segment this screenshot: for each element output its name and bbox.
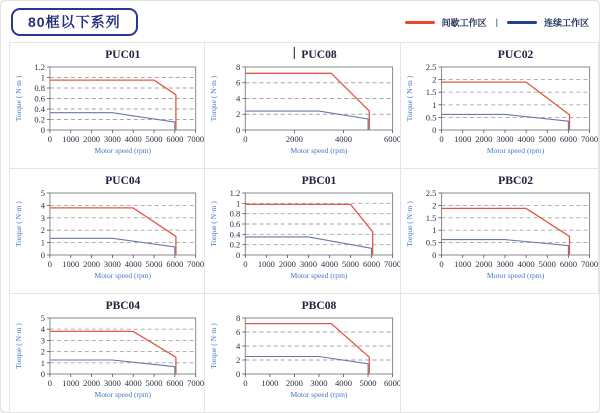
x-tick-label: 0	[47, 377, 53, 389]
y-tick-label: 5	[40, 312, 45, 324]
y-axis-label: Torque ( N·m )	[208, 75, 218, 122]
x-tick-label: 0	[47, 258, 53, 270]
x-tick-label: 2000	[83, 258, 101, 270]
x-tick-label: 3000	[310, 378, 328, 388]
y-tick-label: 0.6	[34, 93, 45, 104]
y-tick-label: 8	[235, 313, 240, 323]
x-tick-label: 7000	[187, 133, 204, 145]
x-tick-label: 5000	[341, 259, 359, 269]
series-continuous-line	[442, 240, 569, 255]
y-tick-label: 1.2	[229, 188, 240, 198]
y-tick-label: 0.8	[229, 208, 240, 219]
x-tick-label: 5000	[145, 377, 163, 389]
y-tick-label: 0.2	[34, 114, 45, 125]
x-tick-label: 7000	[187, 377, 204, 389]
y-axis-label: Torque ( N·m )	[208, 201, 218, 247]
chart-PBC01	[205, 169, 401, 293]
x-tick-label: 6000	[166, 133, 184, 145]
chart-cell-PBC04	[10, 294, 205, 413]
chart-title: PBC01	[301, 175, 336, 187]
charts-grid	[9, 42, 599, 413]
series-intermittent-line	[442, 208, 570, 255]
y-tick-label: 2.5	[426, 188, 437, 198]
y-tick-label: 0	[432, 250, 437, 260]
x-tick-label: 0	[242, 259, 248, 269]
x-axis-label: Motor speed (rpm)	[290, 146, 348, 155]
y-tick-label: 1	[40, 237, 45, 248]
series-continuous-line	[50, 238, 175, 255]
x-tick-label: 7000	[383, 259, 401, 269]
chart-PUC08	[205, 43, 401, 168]
x-tick-label: 3000	[103, 258, 121, 270]
y-tick-label: 1	[432, 225, 437, 236]
series-continuous-line	[50, 360, 175, 374]
y-tick-label: 5	[40, 187, 45, 199]
y-tick-label: 0.8	[34, 82, 45, 94]
x-tick-label: 2000	[285, 134, 303, 144]
y-tick-label: 0.5	[426, 237, 437, 248]
x-tick-label: 1000	[62, 133, 80, 145]
y-tick-label: 0	[40, 124, 45, 136]
chart-PUC02	[401, 43, 598, 168]
x-tick-label: 1000	[257, 259, 275, 269]
y-tick-label: 2	[235, 355, 240, 365]
chart-title: PBC08	[301, 300, 336, 312]
y-tick-label: 2.5	[426, 62, 437, 72]
y-tick-label: 2	[40, 346, 45, 357]
x-tick-label: 4000	[320, 259, 338, 269]
series-continuous-line	[245, 111, 368, 130]
y-tick-label: 0	[235, 369, 240, 379]
x-tick-label: 3000	[103, 377, 121, 389]
series-intermittent-line	[245, 73, 369, 130]
chart-PBC08	[205, 294, 401, 412]
y-tick-label: 6	[235, 327, 240, 337]
legend-label-continuous: 连续工作区	[543, 17, 589, 28]
x-axis-label: Motor speed (rpm)	[94, 389, 152, 400]
x-tick-label: 3000	[299, 259, 317, 269]
y-axis-label: Torque ( N·m )	[13, 201, 23, 247]
x-tick-label: 6000	[166, 377, 184, 389]
chart-title: PBC02	[498, 174, 534, 187]
chart-title: PUC04	[105, 174, 141, 188]
x-tick-label: 6000	[166, 258, 184, 270]
x-tick-label: 5000	[538, 134, 557, 144]
chart-PBC04	[10, 294, 204, 412]
chart-cell-PBC08	[204, 294, 401, 413]
y-tick-label: 0.6	[229, 219, 240, 229]
x-tick-label: 4000	[517, 134, 536, 144]
y-tick-label: 3	[40, 212, 45, 223]
series-intermittent-line	[245, 204, 372, 255]
y-tick-label: 0	[40, 368, 45, 380]
y-axis-label: Torque ( N·m )	[208, 323, 218, 369]
x-tick-label: 4000	[124, 377, 142, 389]
y-tick-label: 8	[235, 62, 240, 72]
x-tick-label: 2000	[83, 377, 101, 389]
chart-title: PUC01	[105, 48, 141, 62]
series-intermittent-line	[442, 82, 570, 130]
y-tick-label: 2	[40, 225, 45, 236]
y-axis-label: Torque ( N·m )	[405, 201, 415, 247]
x-tick-label: 5000	[145, 133, 163, 145]
series-intermittent-line	[245, 324, 369, 374]
x-tick-label: 4000	[124, 133, 142, 145]
x-tick-label: 6000	[560, 259, 578, 269]
y-tick-label: 3	[40, 335, 45, 346]
y-tick-label: 0	[235, 250, 240, 260]
x-tick-label: 0	[439, 259, 445, 269]
legend-label-intermittent: 间歇工作区	[441, 17, 487, 28]
chart-cell-PUC08	[204, 43, 401, 169]
y-tick-label: 0.4	[34, 103, 45, 115]
x-tick-label: 5000	[359, 378, 377, 388]
y-tick-label: 0.2	[229, 239, 240, 250]
y-tick-label: 2	[235, 109, 240, 120]
chart-PUC01	[10, 43, 204, 168]
x-tick-label: 1000	[62, 258, 80, 270]
y-tick-label: 0	[432, 125, 437, 135]
x-tick-label: 0	[439, 134, 445, 144]
y-tick-label: 4	[235, 341, 240, 351]
plot-area	[50, 318, 196, 374]
y-tick-label: 6	[235, 77, 240, 88]
chart-cell-PUC01	[10, 43, 205, 169]
chart-title: PBC04	[105, 299, 140, 313]
x-tick-label: 6000	[383, 134, 401, 144]
x-tick-label: 6000	[383, 378, 401, 388]
series-title-badge: 80框以下系列	[11, 8, 138, 36]
intermittent-zone-line-swatch	[405, 21, 435, 24]
chart-cell-PBC02	[401, 169, 599, 294]
y-tick-label: 1	[40, 72, 45, 83]
x-tick-label: 4000	[334, 134, 352, 144]
chart-PBC02	[401, 169, 598, 293]
y-tick-label: 2	[432, 200, 437, 211]
x-tick-label: 4000	[517, 259, 536, 269]
x-tick-label: 1000	[260, 378, 279, 388]
series-continuous-line	[442, 114, 569, 130]
x-tick-label: 6000	[362, 259, 380, 269]
chart-title: PUC02	[498, 48, 534, 61]
x-tick-label: 5000	[538, 259, 557, 269]
y-axis-label: Torque ( N·m )	[13, 323, 23, 369]
y-tick-label: 0.4	[229, 229, 240, 240]
text-cursor	[293, 47, 294, 59]
x-tick-label: 3000	[103, 133, 121, 145]
x-axis-label: Motor speed (rpm)	[290, 390, 348, 399]
x-tick-label: 6000	[560, 134, 578, 144]
legend-separator: |	[495, 17, 498, 27]
x-tick-label: 7000	[187, 258, 204, 270]
x-axis-label: Motor speed (rpm)	[290, 271, 348, 280]
x-tick-label: 3000	[496, 134, 514, 144]
x-axis-label: Motor speed (rpm)	[487, 146, 545, 155]
plot-area	[50, 193, 196, 255]
chart-title: PUC08	[300, 49, 337, 61]
series-continuous-line	[50, 113, 175, 130]
y-tick-label: 2	[432, 74, 437, 85]
y-tick-label: 4	[40, 200, 45, 211]
y-tick-label: 1.5	[426, 87, 437, 98]
chart-PUC04	[10, 169, 204, 293]
y-tick-label: 0	[235, 125, 240, 135]
empty-cell	[401, 294, 599, 413]
series-intermittent-line	[50, 208, 176, 255]
x-axis-label: Motor speed (rpm)	[487, 271, 545, 280]
y-tick-label: 1	[235, 198, 240, 209]
y-tick-label: 1.2	[34, 61, 45, 73]
x-tick-label: 2000	[285, 378, 303, 388]
x-tick-label: 0	[242, 378, 248, 388]
y-tick-label: 1	[40, 357, 45, 368]
y-tick-label: 1.5	[426, 212, 437, 223]
x-tick-label: 1000	[454, 134, 472, 144]
header	[1, 1, 599, 42]
y-tick-label: 1	[432, 99, 437, 110]
series-continuous-line	[245, 237, 371, 255]
y-axis-label: Torque ( N·m )	[405, 75, 415, 122]
x-tick-label: 4000	[124, 258, 142, 270]
y-tick-label: 4	[235, 93, 240, 104]
x-axis-label: Motor speed (rpm)	[94, 270, 152, 281]
x-tick-label: 1000	[454, 259, 472, 269]
x-tick-label: 2000	[83, 133, 101, 145]
x-tick-label: 7000	[581, 259, 598, 269]
series-intermittent-line	[50, 331, 176, 374]
x-tick-label: 3000	[496, 259, 514, 269]
chart-cell-PBC01	[204, 169, 401, 294]
chart-cell-PUC04	[10, 169, 205, 294]
y-axis-label: Torque ( N·m )	[13, 75, 23, 122]
continuous-zone-line-swatch	[507, 21, 537, 24]
x-tick-label: 2000	[475, 259, 493, 269]
x-tick-label: 5000	[145, 258, 163, 270]
x-tick-label: 1000	[62, 377, 80, 389]
series-continuous-line	[245, 357, 368, 375]
x-tick-label: 7000	[581, 134, 598, 144]
x-tick-label: 2000	[278, 259, 296, 269]
x-axis-label: Motor speed (rpm)	[94, 145, 152, 156]
y-tick-label: 4	[40, 324, 45, 335]
x-tick-label: 0	[242, 134, 248, 144]
x-tick-label: 2000	[475, 134, 493, 144]
y-tick-label: 0.5	[426, 112, 437, 123]
chart-cell-PUC02	[401, 43, 599, 169]
y-tick-label: 0	[40, 249, 45, 261]
x-tick-label: 0	[47, 133, 53, 145]
legend	[405, 15, 589, 29]
x-tick-label: 4000	[334, 378, 352, 388]
